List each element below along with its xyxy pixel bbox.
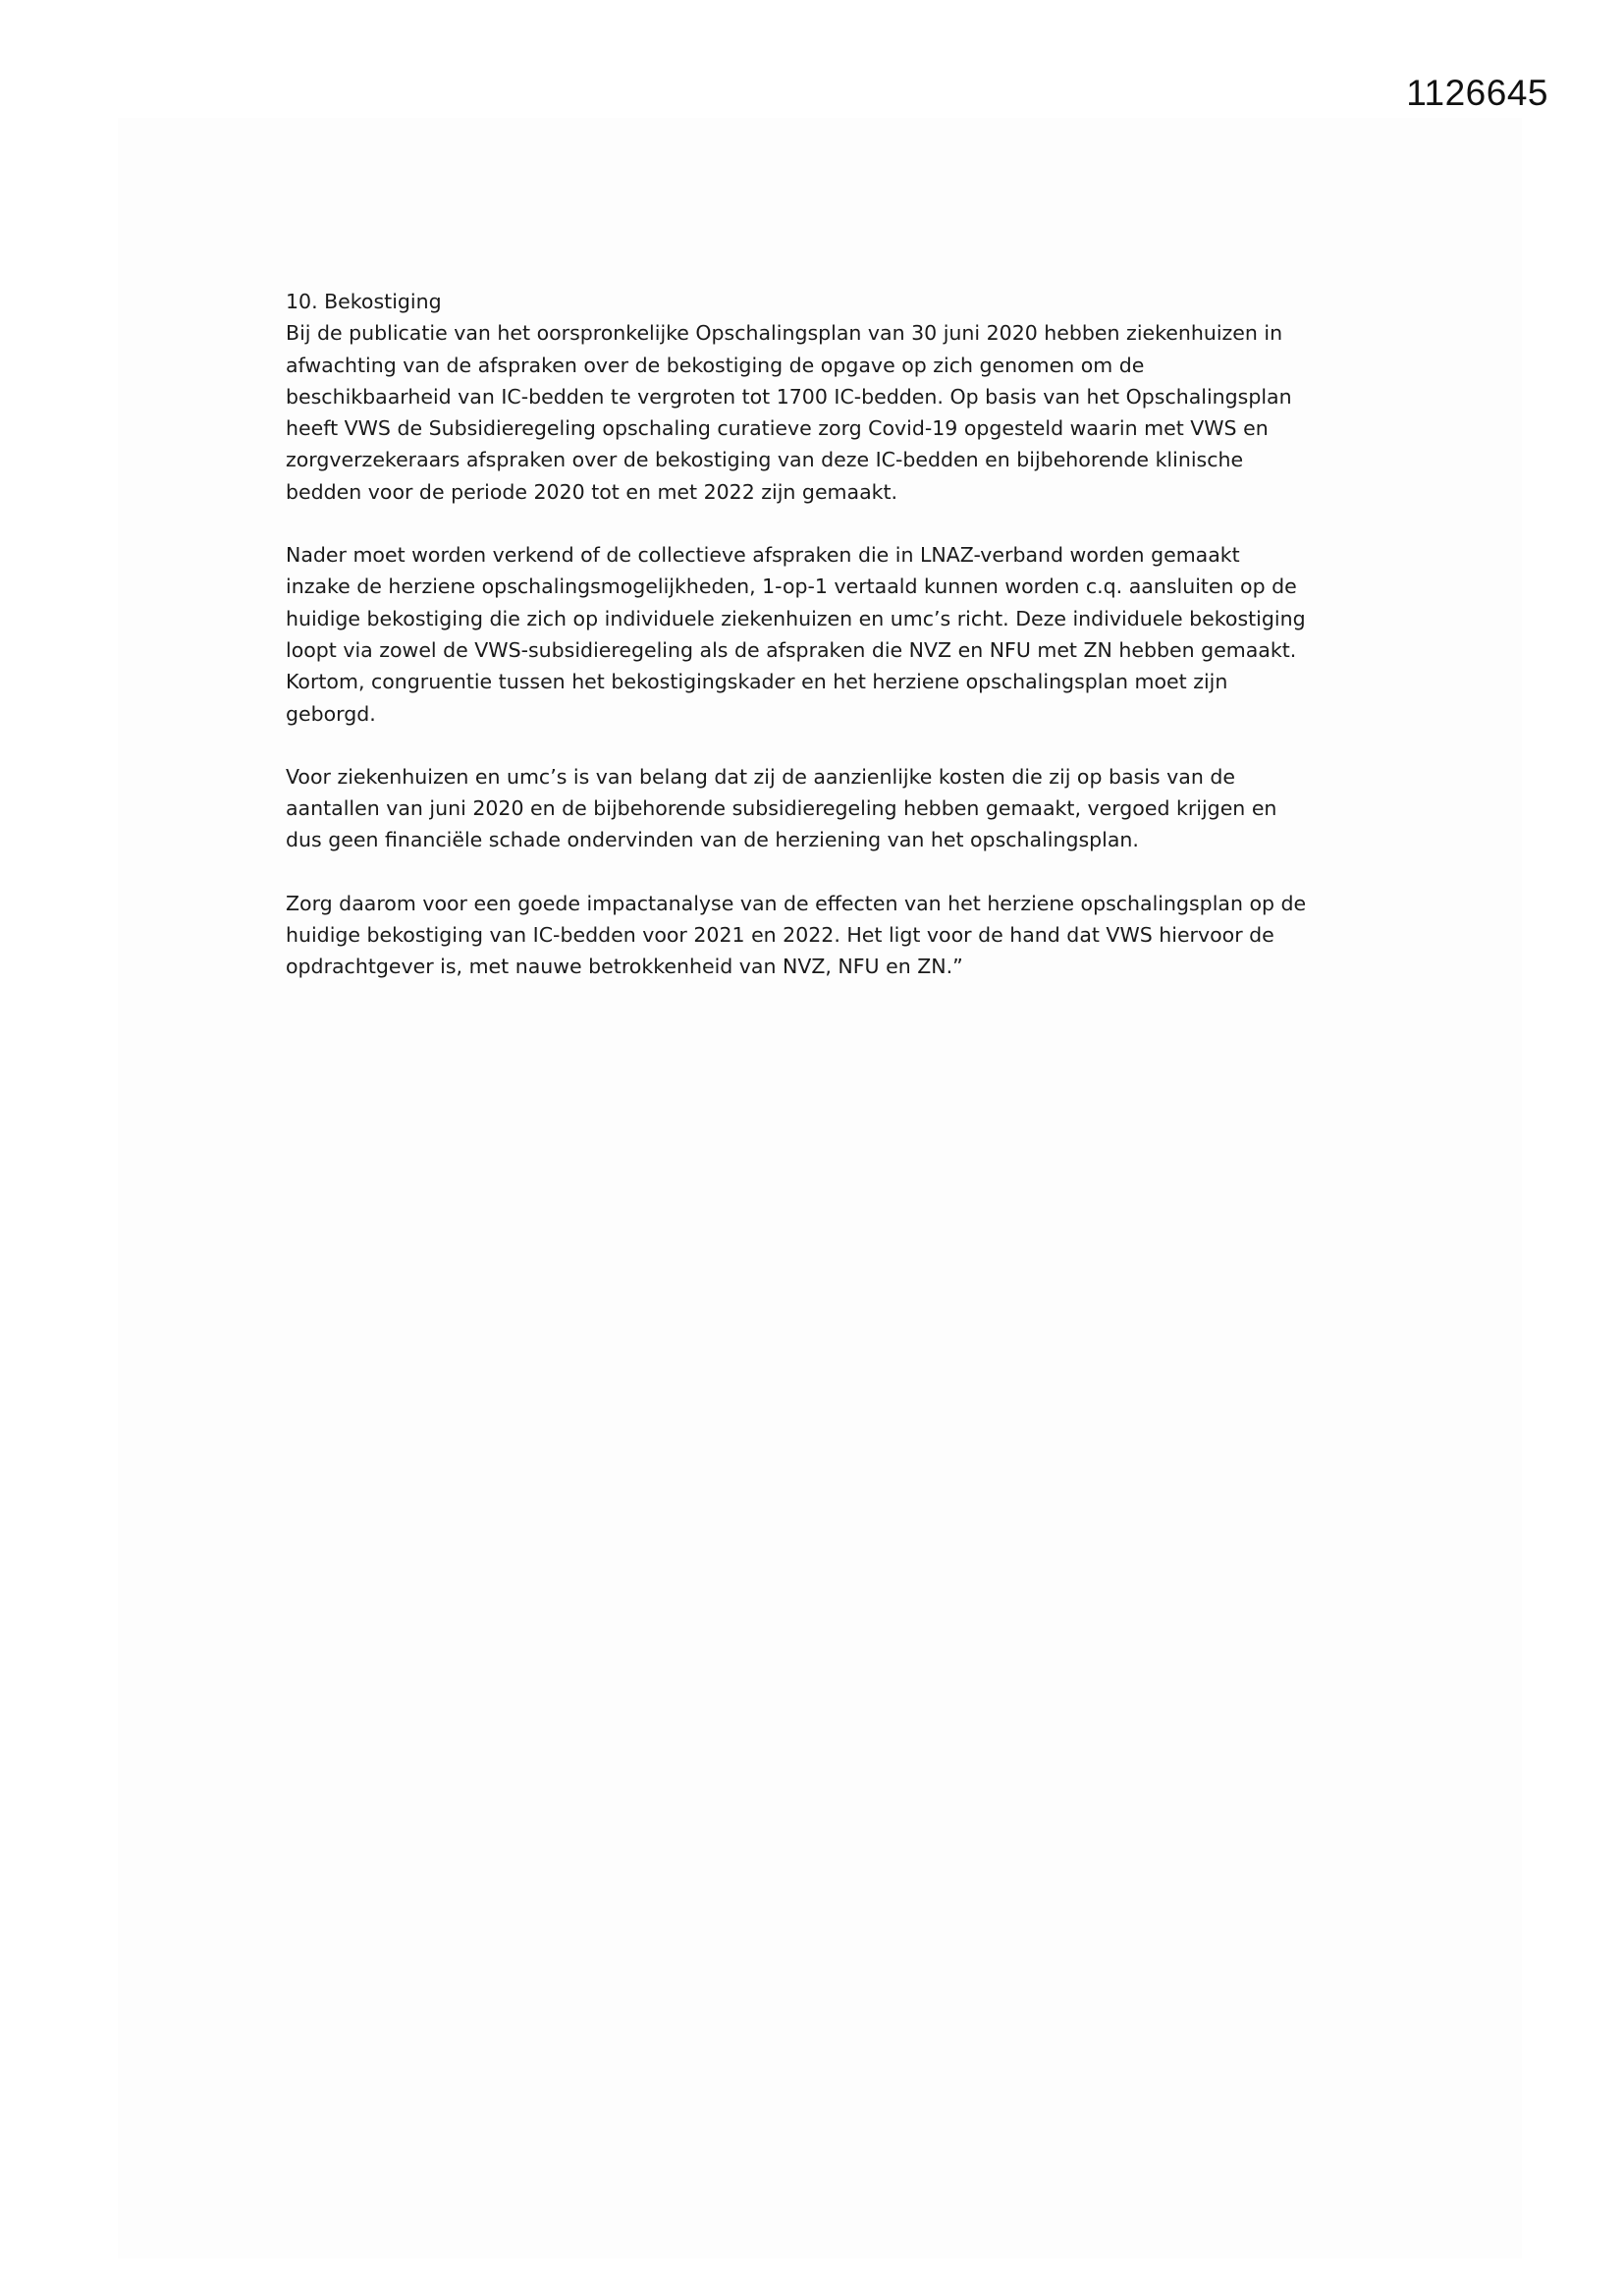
document-body bbox=[286, 286, 1356, 1014]
paragraph-3: Voor ziekenhuizen en umc’s is van belang dat zij de aanzienlijke kosten die zij op basis van de aantallen van juni 2020 en de bijbehorende subsidieregeling hebben gemaakt, vergoed krijgen en dus geen financiële schade ondervinden van de herziening van het opschalingsplan. bbox=[286, 764, 1277, 852]
paragraph-4: Zorg daarom voor een goede impactanalyse van de effecten van het herziene opschalingsplan op de huidige bekostiging van IC-bedden voor 2021 en 2022. Het ligt voor de hand dat VWS hiervoor de opdrachtgever is, met nauwe betrokkenheid van NVZ, NFU en ZN.” bbox=[286, 891, 1307, 979]
paragraph-1: Bij de publicatie van het oorspronkelijke Opschalingsplan van 30 juni 2020 hebben ziekenhuizen in afwachting van de afspraken over de bekostiging de opgave op zich genomen om de beschikbaarheid van IC-bedden te vergroten tot 1700 IC-bedden. Op basis van het Opschalingsplan heeft VWS de Subsidieregeling opschaling curatieve zorg Covid-19 opgesteld waarin met VWS en zorgverzekeraars afspraken over de bekostiging van deze IC-bedden en bijbehorende klinische bedden voor de periode 2020 tot en met 2022 zijn gemaakt. bbox=[286, 321, 1292, 504]
section-heading: 10. Bekostiging bbox=[286, 290, 442, 313]
paragraph-2: Nader moet worden verkend of de collectieve afspraken die in LNAZ-verband worden gemaakt inzake de herziene opschalingsmogelijkheden, 1-op-1 vertaald kunnen worden c.q. aansluiten op de huidige bekostiging die zich op individuele ziekenhuizen en umc’s richt. Deze individuele bekostiging loopt via zowel de VWS-subsidieregeling als de afspraken die NVZ en NFU met ZN hebben gemaakt. Kortom, congruentie tussen het bekostigingskader en het herziene opschalingsplan moet zijn geborgd. bbox=[286, 543, 1306, 726]
document-number: 1126645 bbox=[1406, 73, 1548, 113]
